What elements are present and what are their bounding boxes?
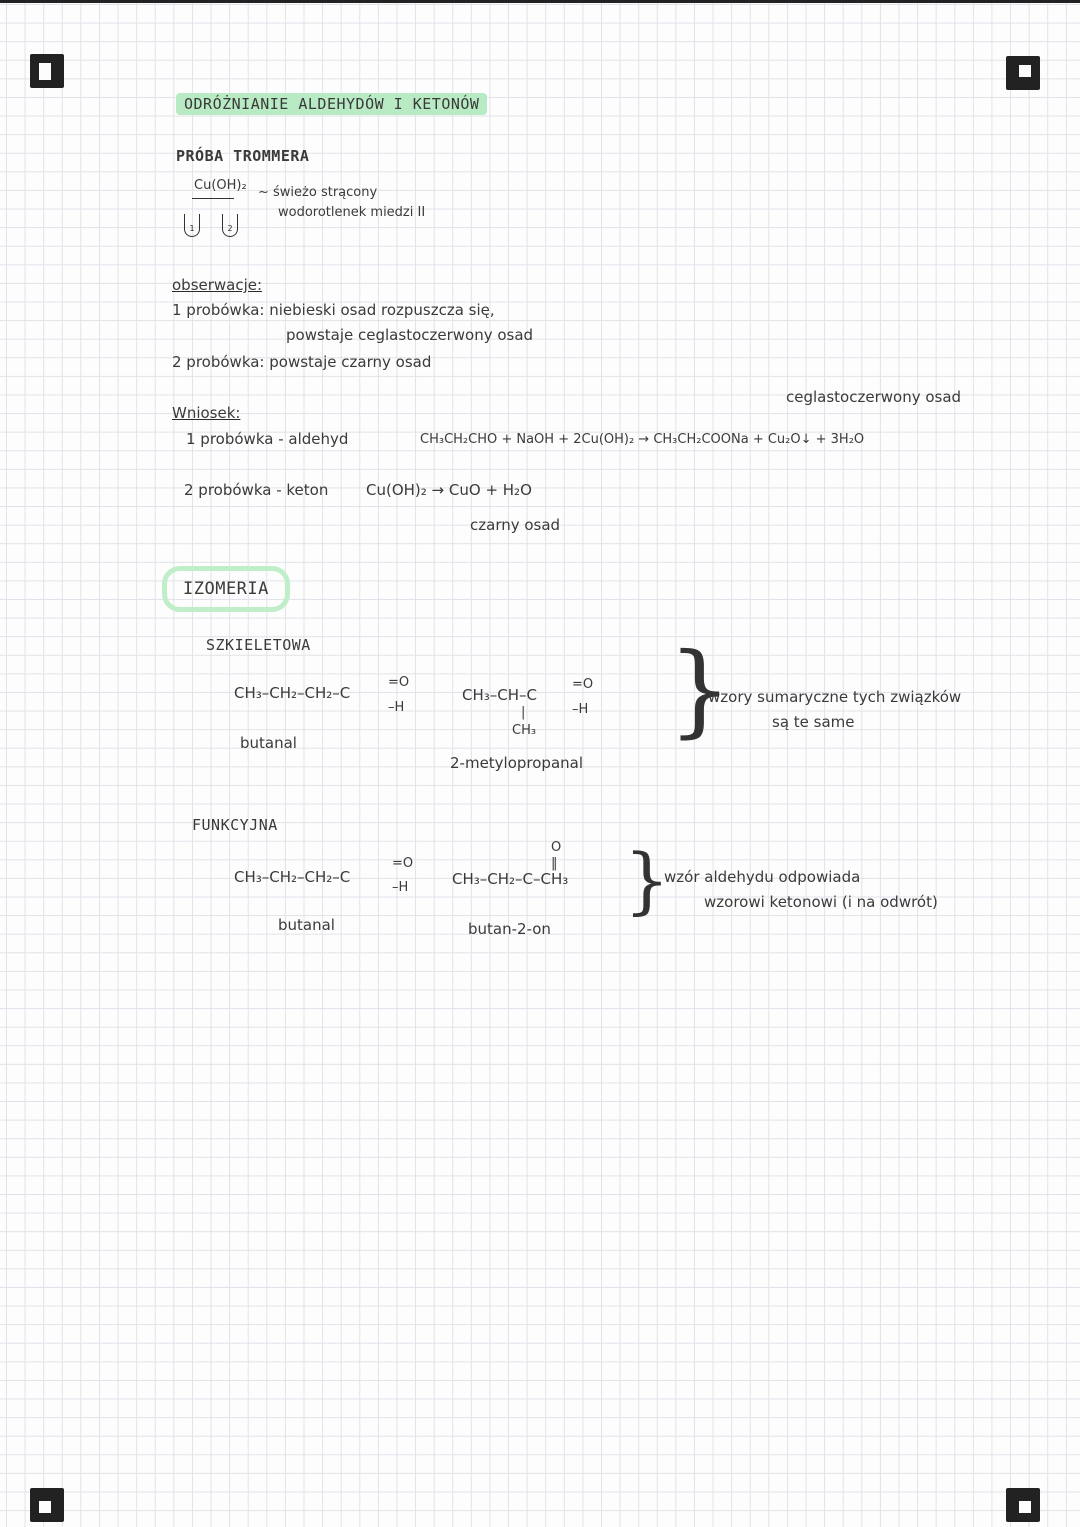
observations-label: obserwacje: bbox=[172, 276, 263, 294]
skeletal-note-1: wzory sumaryczne tych związków bbox=[708, 688, 962, 706]
functional-note-2: wzorowi ketonowi (i na odwrót) bbox=[704, 893, 938, 911]
reagent-note-2: wodorotlenek miedzi II bbox=[278, 205, 426, 220]
functional-heading: FUNKCYJNA bbox=[192, 816, 278, 834]
skeletal-formula-1-oxygen: =O bbox=[388, 675, 410, 690]
test-tube-2: 2 bbox=[222, 214, 238, 237]
black-precipitate-label: czarny osad bbox=[470, 516, 561, 534]
skeletal-formula-2-oxygen: =O bbox=[572, 677, 594, 692]
functional-formula-2-oxygen: O bbox=[551, 840, 562, 855]
functional-brace: } bbox=[624, 838, 670, 922]
reagent-note-1: ~ świeżo strącony bbox=[258, 185, 378, 200]
corner-marker-bottom-right bbox=[1006, 1488, 1040, 1522]
observation-line-3: 2 probówka: powstaje czarny osad bbox=[172, 353, 432, 371]
skeletal-formula-1-hydrogen: –H bbox=[388, 700, 405, 715]
corner-marker-top-right bbox=[1006, 56, 1040, 90]
conclusion-equation-1: CH₃CH₂CHO + NaOH + 2Cu(OH)₂ → CH₃CH₂COONa + Cu₂O↓ + 3H₂O bbox=[420, 432, 865, 447]
skeletal-formula-2-methyl: CH₃ bbox=[512, 723, 537, 738]
test-tube-1: 1 bbox=[184, 214, 200, 237]
skeletal-formula-2-hydrogen: –H bbox=[572, 702, 589, 717]
corner-marker-bottom-left bbox=[30, 1488, 64, 1522]
reagent-formula: Cu(OH)₂ bbox=[194, 178, 247, 193]
skeletal-brace: } bbox=[668, 631, 732, 748]
functional-name-1: butanal bbox=[278, 916, 335, 934]
isomerism-heading: IZOMERIA bbox=[162, 566, 290, 612]
trommer-heading: PRÓBA TROMMERA bbox=[176, 147, 310, 165]
conclusion-line-1-left: 1 probówka - aldehyd bbox=[186, 430, 349, 448]
functional-formula-2-double-bond: ‖ bbox=[551, 856, 558, 871]
functional-formula-2: CH₃–CH₂–C–CH₃ bbox=[452, 870, 569, 888]
conclusion-label: Wniosek: bbox=[172, 404, 241, 422]
tube-arrow-line bbox=[192, 198, 234, 199]
functional-formula-1: CH₃–CH₂–CH₂–C bbox=[234, 868, 351, 886]
page-title: ODRÓŻNIANIE ALDEHYDÓW I KETONÓW bbox=[176, 93, 487, 115]
page-top-edge bbox=[0, 0, 1080, 3]
skeletal-heading: SZKIELETOWA bbox=[206, 636, 311, 654]
observation-line-1: 1 probówka: niebieski osad rozpuszcza się, bbox=[172, 301, 495, 319]
functional-formula-1-oxygen: =O bbox=[392, 856, 414, 871]
functional-formula-1-hydrogen: –H bbox=[392, 880, 409, 895]
functional-note-1: wzór aldehydu odpowiada bbox=[664, 868, 861, 886]
functional-name-2: butan-2-on bbox=[468, 920, 551, 938]
observation-line-2: powstaje ceglastoczerwony osad bbox=[286, 326, 534, 344]
skeletal-name-1: butanal bbox=[240, 734, 297, 752]
corner-marker-top-left bbox=[30, 54, 64, 88]
skeletal-note-2: są te same bbox=[772, 713, 855, 731]
skeletal-formula-2: CH₃–CH–C bbox=[462, 686, 537, 704]
product-label: ceglastoczerwony osad bbox=[786, 388, 962, 406]
conclusion-line-2-left: 2 probówka - keton bbox=[184, 481, 329, 499]
skeletal-formula-1: CH₃–CH₂–CH₂–C bbox=[234, 684, 351, 702]
skeletal-name-2: 2-metylopropanal bbox=[450, 754, 584, 772]
conclusion-equation-2: Cu(OH)₂ → CuO + H₂O bbox=[366, 481, 532, 499]
skeletal-formula-2-bond: | bbox=[521, 705, 526, 720]
